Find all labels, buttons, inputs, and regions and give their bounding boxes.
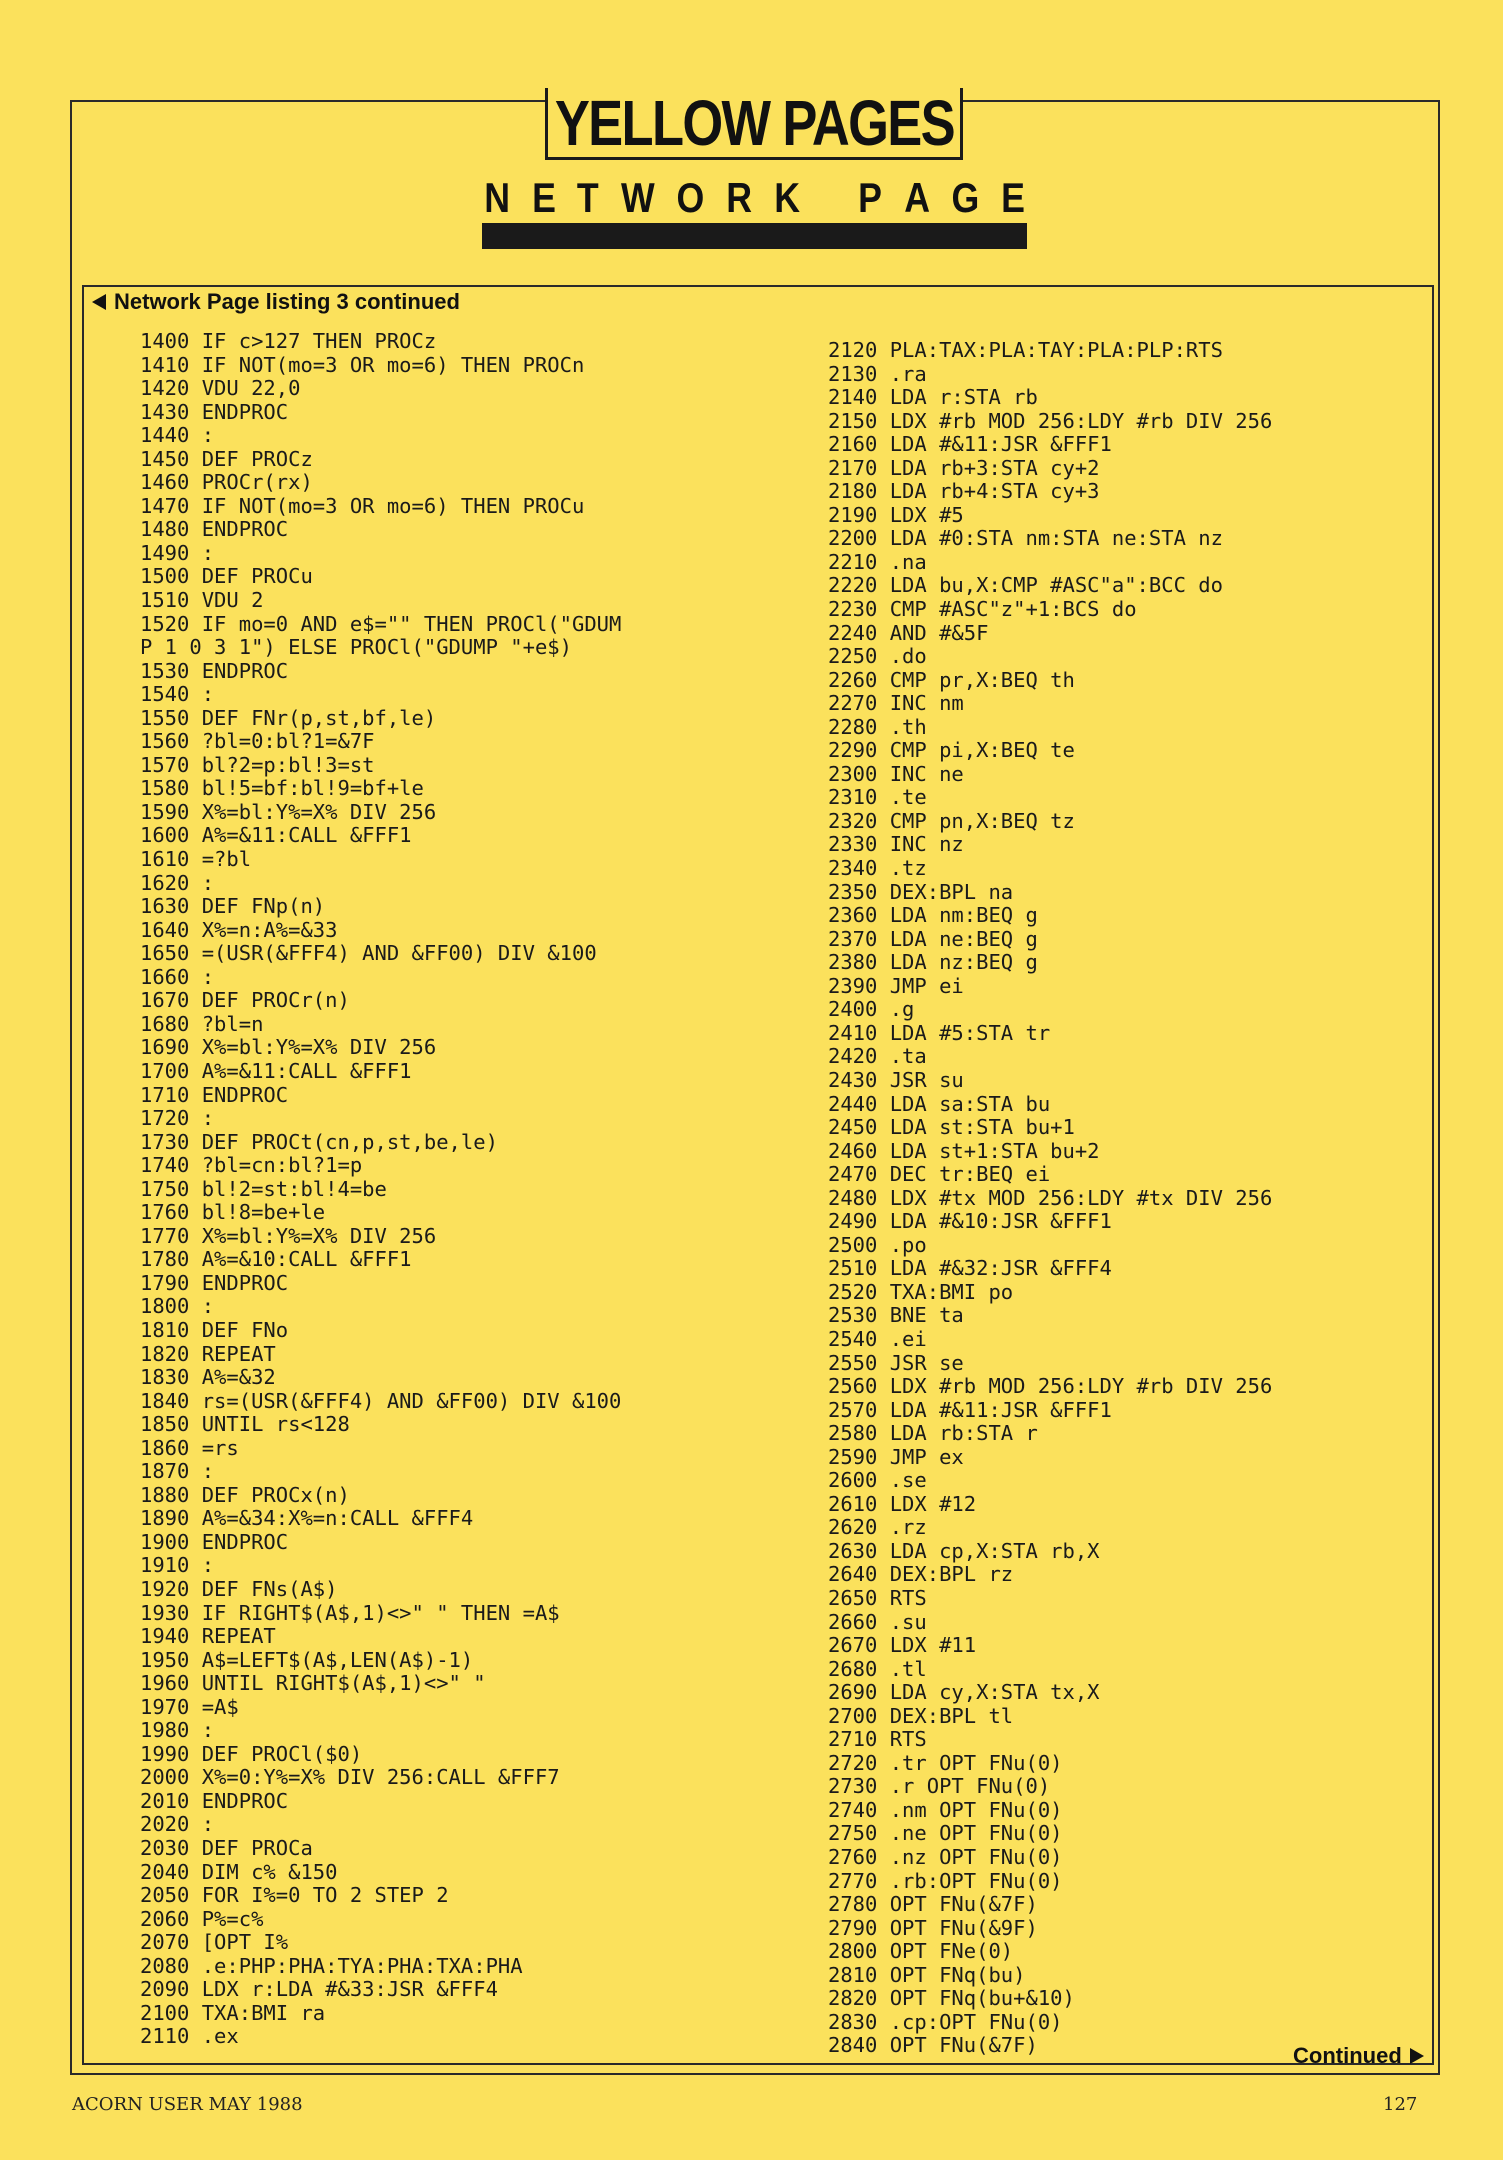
code-line: 1650 =(USR(&FFF4) AND &FF00) DIV &100 — [140, 941, 597, 966]
code-line: 2510 LDA #&32:JSR &FFF4 — [828, 1256, 1112, 1281]
code-line: 1920 DEF FNs(A$) — [140, 1576, 338, 1601]
code-line: 1430 ENDPROC — [140, 399, 289, 424]
code-line: 1440 : — [140, 423, 215, 448]
code-line: 2070 [OPT I% — [140, 1930, 289, 1955]
code-line: 1400 IF c>127 THEN PROCz — [140, 329, 437, 353]
code-line: 1770 X%=bl:Y%=X% DIV 256 — [140, 1223, 437, 1248]
code-line: 2080 .e:PHP:PHA:TYA:PHA:TXA:PHA — [140, 1953, 523, 1978]
code-line: 1970 =A$ — [140, 1694, 239, 1719]
code-line: 2770 .rb:OPT FNu(0) — [828, 1868, 1063, 1893]
code-line: 2610 LDX #12 — [828, 1491, 977, 1516]
code-line: 2380 LDA nz:BEQ g — [828, 950, 1038, 975]
section-letter: E — [1001, 174, 1025, 221]
code-line: 2420 .ta — [828, 1044, 927, 1069]
code-line: 2170 LDA rb+3:STA cy+2 — [828, 455, 1100, 480]
code-line: 1550 DEF FNr(p,st,bf,le) — [140, 705, 437, 730]
code-line: 2330 INC nz — [828, 832, 964, 857]
code-line: 2310 .te — [828, 785, 927, 810]
code-line: 1570 bl?2=p:bl!3=st — [140, 752, 375, 777]
code-line: 2250 .do — [828, 644, 927, 669]
section-letter: N — [484, 174, 511, 221]
code-line: 2110 .ex — [140, 2024, 239, 2049]
code-line: 1860 =rs — [140, 1435, 239, 1460]
title-underline-bar — [482, 223, 1027, 249]
code-line: 1680 ?bl=n — [140, 1011, 264, 1036]
code-line: 2670 LDX #11 — [828, 1633, 977, 1658]
code-line: 2180 LDA rb+4:STA cy+3 — [828, 479, 1100, 504]
page-number: 127 — [1383, 2094, 1418, 2115]
caption-text: Network Page listing 3 continued — [114, 289, 460, 314]
code-line: 2000 X%=0:Y%=X% DIV 256:CALL &FFF7 — [140, 1765, 560, 1790]
code-line: 2390 JMP ei — [828, 973, 964, 998]
code-line: 2480 LDX #tx MOD 256:LDY #tx DIV 256 — [828, 1185, 1273, 1210]
code-line: 2460 LDA st+1:STA bu+2 — [828, 1138, 1100, 1163]
code-line: 1980 : — [140, 1718, 215, 1743]
code-line: 2240 AND #&5F — [828, 620, 989, 645]
code-line: 2650 RTS — [828, 1585, 927, 1610]
code-line: 2010 ENDPROC — [140, 1788, 289, 1813]
code-line: 1880 DEF PROCx(n) — [140, 1482, 350, 1507]
code-line: 1780 A%=&10:CALL &FFF1 — [140, 1247, 412, 1272]
code-line: 1420 VDU 22,0 — [140, 376, 301, 401]
section-letter: O — [676, 174, 705, 221]
code-line: 2640 DEX:BPL rz — [828, 1562, 1014, 1587]
code-line: 1660 : — [140, 964, 215, 989]
code-line: 2720 .tr OPT FNu(0) — [828, 1750, 1063, 1775]
listing-column-right — [828, 339, 1272, 2058]
code-line: 2820 OPT FNq(bu+&10) — [828, 1986, 1075, 2011]
code-line: 2280 .th — [828, 714, 927, 739]
code-line: 2490 LDA #&10:JSR &FFF1 — [828, 1209, 1112, 1234]
code-line: P 1 0 3 1") ELSE PROCl("GDUMP "+e$) — [140, 635, 572, 660]
code-line: 1640 X%=n:A%=&33 — [140, 917, 338, 942]
publication-footer: ACORN USER MAY 1988 — [72, 2094, 303, 2115]
code-line: 2430 JSR su — [828, 1067, 964, 1092]
code-line: 1820 REPEAT — [140, 1341, 276, 1366]
code-line: 2780 OPT FNu(&7F) — [828, 1892, 1038, 1917]
code-line: 2540 .ei — [828, 1326, 927, 1351]
code-line: 2290 CMP pi,X:BEQ te — [828, 738, 1075, 763]
code-line: 2270 INC nm — [828, 691, 964, 716]
code-line: 1870 : — [140, 1459, 215, 1484]
code-line: 1460 PROCr(rx) — [140, 470, 313, 495]
code-line: 2030 DEF PROCa — [140, 1836, 313, 1860]
continued-text: Continued — [1293, 2043, 1402, 2068]
code-line: 1700 A%=&11:CALL &FFF1 — [140, 1058, 412, 1083]
code-line: 1830 A%=&32 — [140, 1365, 276, 1390]
code-line: 1850 UNTIL rs<128 — [140, 1412, 350, 1437]
code-line: 1540 : — [140, 682, 215, 707]
code-line: 2530 BNE ta — [828, 1303, 964, 1328]
code-line: 2760 .nz OPT FNu(0) — [828, 1845, 1063, 1869]
banner-title: YELLOW PAGES — [554, 86, 954, 159]
arrow-right-icon — [1410, 2048, 1424, 2064]
code-line: 2660 .su — [828, 1609, 927, 1634]
code-line: 2210 .na — [828, 549, 927, 574]
code-line: 1480 ENDPROC — [140, 517, 289, 542]
listing-column-left — [140, 330, 621, 2049]
code-line: 1960 UNTIL RIGHT$(A$,1)<>" " — [140, 1671, 486, 1696]
code-line: 2810 OPT FNq(bu) — [828, 1962, 1026, 1987]
code-line: 1560 ?bl=0:bl?1=&7F — [140, 729, 375, 754]
code-line: 1580 bl!5=bf:bl!9=bf+le — [140, 776, 424, 801]
code-line: 2050 FOR I%=0 TO 2 STEP 2 — [140, 1883, 449, 1908]
section-letter: E — [531, 174, 556, 221]
code-line: 1500 DEF PROCu — [140, 564, 313, 589]
code-line: 2570 LDA #&11:JSR &FFF1 — [828, 1397, 1112, 1422]
code-line: 2260 CMP pr,X:BEQ th — [828, 667, 1075, 692]
code-line: 2680 .tl — [828, 1656, 927, 1681]
section-letter: K — [773, 174, 800, 221]
listing-caption — [92, 286, 460, 318]
code-line: 1600 A%=&11:CALL &FFF1 — [140, 823, 412, 848]
code-line: 2600 .se — [828, 1468, 927, 1493]
code-line: 2450 LDA st:STA bu+1 — [828, 1115, 1075, 1140]
code-line: 2060 P%=c% — [140, 1906, 264, 1931]
code-line: 2400 .g — [828, 997, 915, 1022]
continued-marker — [1293, 2042, 1424, 2070]
code-line: 2520 TXA:BMI po — [828, 1279, 1014, 1304]
code-line: 1790 ENDPROC — [140, 1270, 289, 1295]
code-line: 1740 ?bl=cn:bl?1=p — [140, 1153, 363, 1178]
code-line: 1800 : — [140, 1294, 215, 1319]
code-line: 1510 VDU 2 — [140, 588, 264, 613]
arrow-left-icon — [92, 294, 106, 310]
code-line: 2220 LDA bu,X:CMP #ASC"a":BCC do — [828, 573, 1223, 598]
code-line: 1950 A$=LEFT$(A$,LEN(A$)-1) — [140, 1647, 474, 1672]
code-line: 1630 DEF FNp(n) — [140, 894, 326, 919]
code-line: 2190 LDX #5 — [828, 502, 964, 527]
code-line: 1410 IF NOT(mo=3 OR mo=6) THEN PROCn — [140, 352, 585, 377]
section-letter: A — [903, 174, 930, 221]
code-line: 1590 X%=bl:Y%=X% DIV 256 — [140, 799, 437, 824]
code-line: 1490 : — [140, 540, 215, 565]
code-line: 1810 DEF FNo — [140, 1317, 289, 1342]
code-line: 1750 bl!2=st:bl!4=be — [140, 1176, 387, 1201]
code-line: 2020 : — [140, 1812, 215, 1837]
section-letter: W — [620, 174, 655, 221]
code-line: 2160 LDA #&11:JSR &FFF1 — [828, 432, 1112, 457]
code-line: 1670 DEF PROCr(n) — [140, 988, 350, 1013]
code-line: 1710 ENDPROC — [140, 1082, 289, 1107]
code-line: 2340 .tz — [828, 856, 927, 881]
code-line: 2580 LDA rb:STA r — [828, 1421, 1038, 1446]
code-line: 1760 bl!8=be+le — [140, 1200, 326, 1225]
code-line: 1530 ENDPROC — [140, 658, 289, 683]
code-line: 2200 LDA #0:STA nm:STA ne:STA nz — [828, 526, 1223, 551]
code-line: 2560 LDX #rb MOD 256:LDY #rb DIV 256 — [828, 1374, 1273, 1399]
code-line: 1620 : — [140, 870, 215, 895]
code-line: 2130 .ra — [828, 361, 927, 386]
code-line: 2040 DIM c% &150 — [140, 1859, 338, 1884]
code-line: 2360 LDA nm:BEQ g — [828, 903, 1038, 928]
code-line: 2590 JMP ex — [828, 1444, 964, 1469]
code-line: 2740 .nm OPT FNu(0) — [828, 1797, 1063, 1822]
code-line: 1930 IF RIGHT$(A$,1)<>" " THEN =A$ — [140, 1600, 560, 1625]
code-line: 2440 LDA sa:STA bu — [828, 1091, 1051, 1116]
code-line: 2230 CMP #ASC"z"+1:BCS do — [828, 597, 1137, 622]
code-line: 1690 X%=bl:Y%=X% DIV 256 — [140, 1035, 437, 1060]
code-line: 2630 LDA cp,X:STA rb,X — [828, 1538, 1100, 1563]
code-line: 2350 DEX:BPL na — [828, 879, 1014, 904]
code-line: 2620 .rz — [828, 1515, 927, 1540]
code-line: 1900 ENDPROC — [140, 1529, 289, 1554]
code-line: 2120 PLA:TAX:PLA:TAY:PLA:PLP:RTS — [828, 338, 1223, 362]
code-line: 1910 : — [140, 1553, 215, 1578]
section-letter: P — [858, 174, 883, 221]
code-line: 1470 IF NOT(mo=3 OR mo=6) THEN PROCu — [140, 493, 585, 518]
code-line: 1720 : — [140, 1106, 215, 1131]
code-line: 2410 LDA #5:STA tr — [828, 1020, 1051, 1045]
banner-box — [545, 88, 963, 160]
section-title — [482, 175, 1027, 221]
code-line: 2690 LDA cy,X:STA tx,X — [828, 1680, 1100, 1705]
code-line: 2150 LDX #rb MOD 256:LDY #rb DIV 256 — [828, 408, 1273, 433]
code-line: 2300 INC ne — [828, 761, 964, 786]
code-line: 2830 .cp:OPT FNu(0) — [828, 2009, 1063, 2034]
code-line: 1610 =?bl — [140, 847, 252, 872]
code-line: 1730 DEF PROCt(cn,p,st,be,le) — [140, 1129, 498, 1154]
code-line: 2370 LDA ne:BEQ g — [828, 926, 1038, 951]
code-line: 2100 TXA:BMI ra — [140, 2000, 326, 2025]
code-line: 2090 LDX r:LDA #&33:JSR &FFF4 — [140, 1977, 498, 2002]
code-line: 1990 DEF PROCl($0) — [140, 1741, 363, 1766]
code-line: 2840 OPT FNu(&7F) — [828, 2033, 1038, 2058]
code-line: 2320 CMP pn,X:BEQ tz — [828, 808, 1075, 833]
section-letter: R — [726, 174, 753, 221]
code-line: 2550 JSR se — [828, 1350, 964, 1375]
code-line: 2140 LDA r:STA rb — [828, 385, 1038, 410]
code-line: 2750 .ne OPT FNu(0) — [828, 1821, 1063, 1846]
code-line: 1840 rs=(USR(&FFF4) AND &FF00) DIV &100 — [140, 1388, 622, 1413]
code-line: 2470 DEC tr:BEQ ei — [828, 1162, 1051, 1187]
code-line: 2500 .po — [828, 1232, 927, 1257]
code-line: 1520 IF mo=0 AND e$="" THEN PROCl("GDUM — [140, 611, 622, 636]
code-line: 2700 DEX:BPL tl — [828, 1703, 1014, 1728]
code-line: 2730 .r OPT FNu(0) — [828, 1774, 1051, 1799]
code-line: 2710 RTS — [828, 1727, 927, 1752]
code-line: 2800 OPT FNe(0) — [828, 1939, 1014, 1964]
section-letter: G — [951, 174, 980, 221]
code-line: 1450 DEF PROCz — [140, 446, 313, 471]
code-line: 1940 REPEAT — [140, 1624, 276, 1649]
code-line: 2790 OPT FNu(&9F) — [828, 1915, 1038, 1940]
code-line: 1890 A%=&34:X%=n:CALL &FFF4 — [140, 1506, 474, 1531]
section-letter: T — [576, 174, 599, 221]
